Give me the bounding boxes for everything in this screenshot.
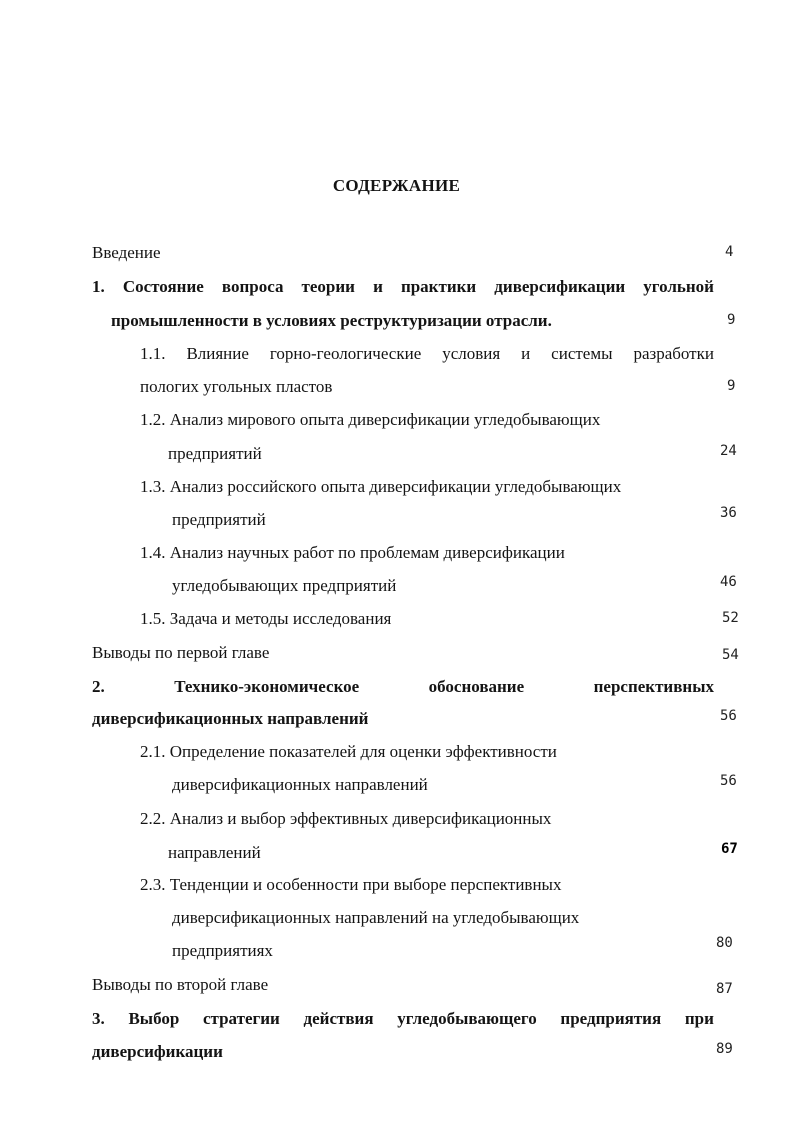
toc-word: 1.1. <box>140 344 166 363</box>
toc-page-s15: 52 <box>722 610 739 626</box>
toc-entry-s12-line1: 1.2. Анализ мирового опыта диверсификации угледобывающих <box>140 410 601 429</box>
toc-word: угледобывающего <box>397 1009 537 1028</box>
toc-entry-ch3-line2: диверсификации <box>92 1042 223 1061</box>
toc-page-ch2: 56 <box>720 708 737 724</box>
toc-page-ch1: 9 <box>727 312 736 328</box>
toc-page-conclusion-1: 54 <box>722 647 739 663</box>
toc-page-conclusion-2: 87 <box>716 981 733 997</box>
toc-word: вопроса <box>221 277 284 296</box>
toc-entry-s23-line2: диверсификационных направлений на угледобывающих <box>172 908 580 927</box>
toc-word: практики <box>400 277 477 296</box>
toc-entry-s15: 1.5. Задача и методы исследования <box>140 609 392 628</box>
toc-page-s11: 9 <box>727 378 736 394</box>
toc-entry-ch1-line2: промышленности в условиях реструктуризации отрасли. <box>111 311 552 330</box>
toc-word: угольной <box>643 277 714 296</box>
toc-word: стратегии <box>203 1009 280 1028</box>
toc-word: условия <box>442 344 501 363</box>
toc-entry-conclusion-2: Выводы по второй главе <box>92 975 269 994</box>
toc-page-intro: 4 <box>725 244 734 260</box>
toc-entry-s21-line2: диверсификационных направлений <box>172 775 428 794</box>
toc-word: системы <box>551 344 613 363</box>
toc-page-s23: 80 <box>716 935 733 951</box>
toc-word: диверсификации <box>494 277 626 296</box>
toc-word: предприятия <box>560 1009 662 1028</box>
toc-word: и <box>373 277 383 296</box>
toc-entry-s11-line1 <box>140 343 714 365</box>
toc-entry-s14-line2: угледобывающих предприятий <box>172 576 397 595</box>
toc-word: горно-геологические <box>269 344 422 363</box>
toc-word: Технико-экономическое <box>174 677 360 696</box>
toc-entry-s23-line3: предприятиях <box>172 941 273 960</box>
toc-page-s12: 24 <box>720 443 737 459</box>
toc-word: теории <box>301 277 355 296</box>
toc-word: действия <box>303 1009 374 1028</box>
toc-entry-ch2-line2: диверсификационных направлений <box>92 709 369 728</box>
toc-entry-s11-line2: пологих угольных пластов <box>140 377 333 396</box>
toc-entry-intro: Введение <box>92 243 161 262</box>
toc-word: разработки <box>633 344 714 363</box>
toc-entry-ch1-line1 <box>92 276 714 298</box>
toc-entry-s13-line1: 1.3. Анализ российского опыта диверсификации угледобывающих <box>140 477 622 496</box>
toc-word: Выбор <box>128 1009 180 1028</box>
toc-entry-s22-line1: 2.2. Анализ и выбор эффективных диверсификационных <box>140 809 552 828</box>
toc-word: 1. <box>92 277 105 296</box>
toc-entry-ch2-line1 <box>92 676 714 698</box>
toc-entry-s21-line1: 2.1. Определение показателей для оценки эффективности <box>140 742 557 761</box>
page-title: СОДЕРЖАНИЕ <box>332 176 461 195</box>
toc-word: при <box>684 1009 714 1028</box>
toc-page-s22: 67 <box>721 841 738 857</box>
toc-entry-ch3-line1 <box>92 1008 714 1030</box>
toc-word: 3. <box>92 1009 105 1028</box>
toc-page-s21: 56 <box>720 773 737 789</box>
toc-page-ch3: 89 <box>716 1041 733 1057</box>
toc-entry-s22-line2: направлений <box>168 843 261 862</box>
toc-entry-s13-line2: предприятий <box>172 510 266 529</box>
toc-page-s13: 36 <box>720 505 737 521</box>
toc-word: перспективных <box>593 677 714 696</box>
toc-word: 2. <box>92 677 105 696</box>
toc-entry-s23-line1: 2.3. Тенденции и особенности при выборе перспективных <box>140 875 562 894</box>
toc-word: Состояние <box>122 277 204 296</box>
toc-page-s14: 46 <box>720 574 737 590</box>
toc-entry-s12-line2: предприятий <box>168 444 262 463</box>
toc-word: и <box>521 344 531 363</box>
toc-entry-s14-line1: 1.4. Анализ научных работ по проблемам диверсификации <box>140 543 565 562</box>
toc-word: Влияние <box>186 344 249 363</box>
toc-word: обоснование <box>428 677 525 696</box>
toc-entry-conclusion-1: Выводы по первой главе <box>92 643 270 662</box>
